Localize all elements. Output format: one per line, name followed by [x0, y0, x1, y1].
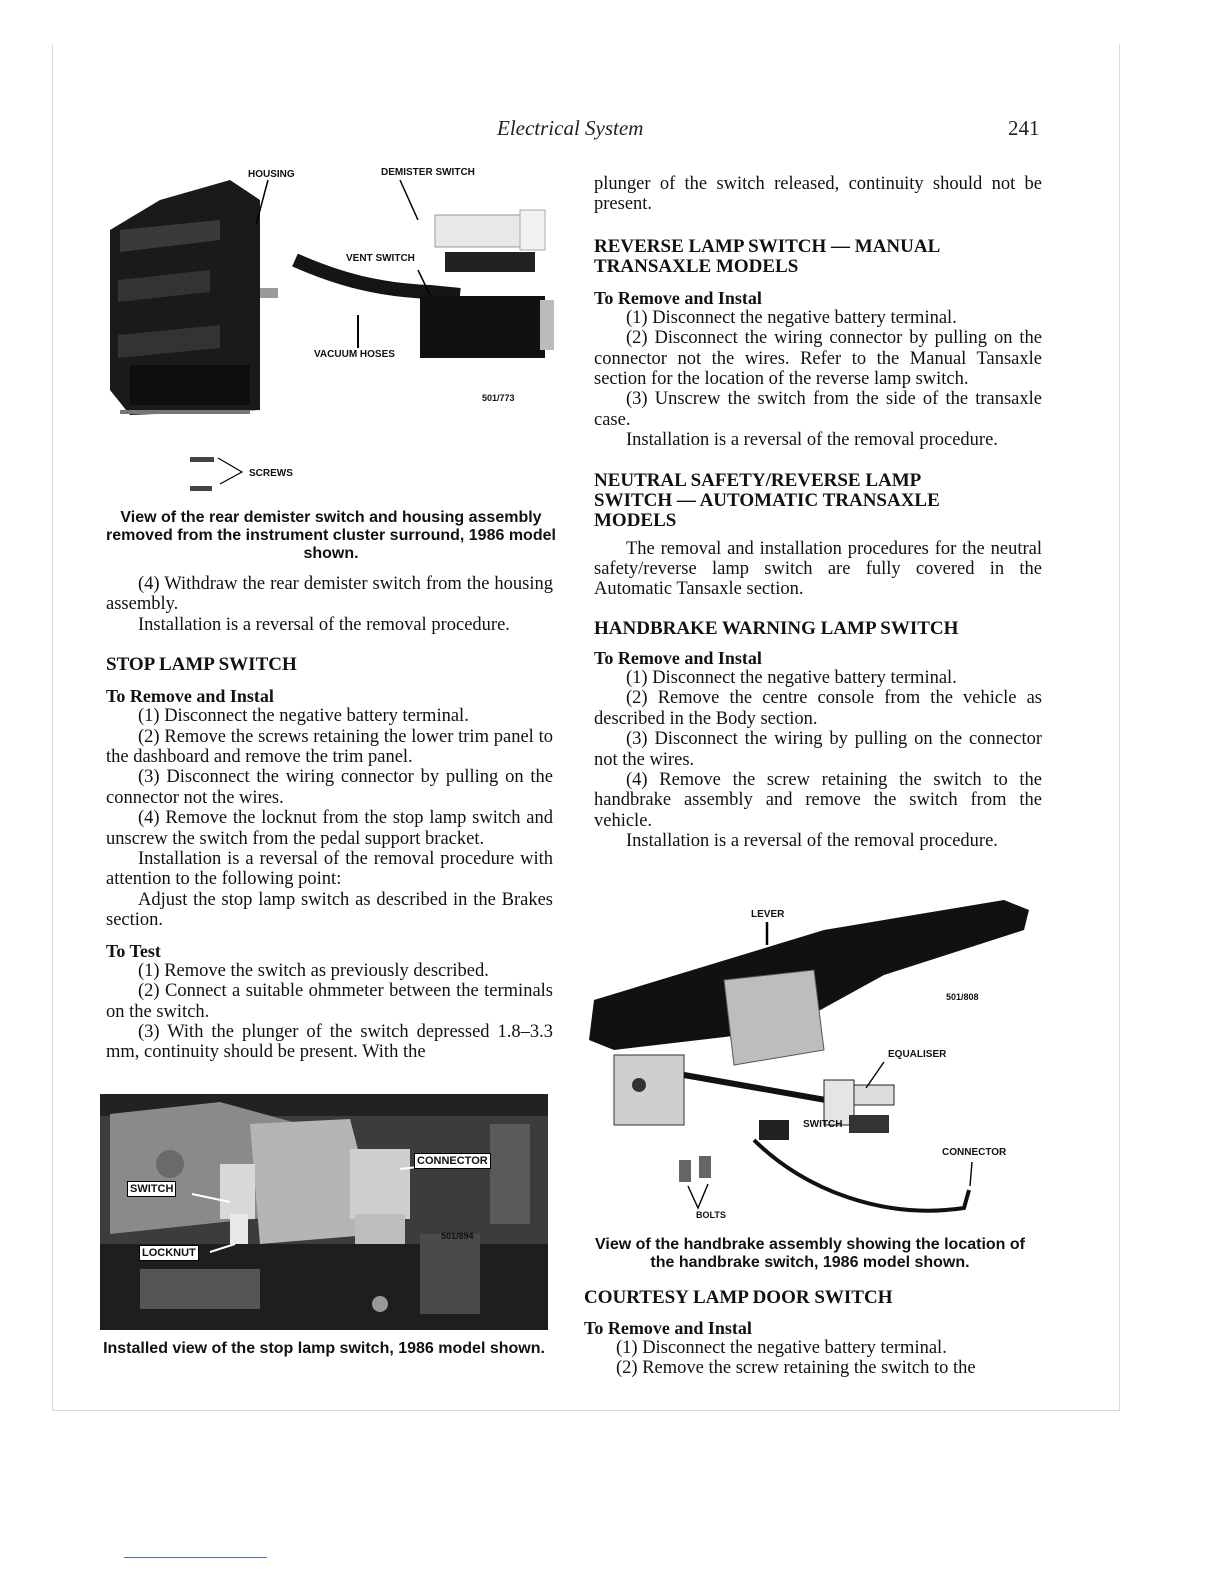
paragraph: (3) Disconnect the wiring by pulling on the connector not the wires. [594, 729, 1042, 770]
paragraph: (1) Disconnect the negative battery terminal. [616, 1338, 947, 1358]
label-switch: SWITCH [127, 1181, 176, 1197]
paragraph: (2) Connect a suitable ohmmeter between the terminals on the switch. [106, 981, 553, 1022]
viewer-divider-line [124, 1557, 267, 1558]
subheading-remove-instal: To Remove and Instal [594, 647, 762, 668]
paragraph: (4) Remove the locknut from the stop lamp switch and unscrew the switch from the pedal support bracket. [106, 808, 553, 849]
paragraph: The removal and installation procedures for the neutral safety/reverse lamp switch are fully covered in the Automatic Tansaxle section. [594, 538, 1042, 600]
section-heading-stop-lamp: STOP LAMP SWITCH [106, 654, 297, 676]
paragraph: (1) Disconnect the negative battery terminal. [626, 667, 957, 688]
figure-stop-lamp-photo [100, 1094, 548, 1330]
label-screws: SCREWS [249, 468, 293, 479]
label-housing: HOUSING [248, 169, 295, 180]
label-figure2-ref: 501/894 [441, 1231, 474, 1241]
figure2-caption: Installed view of the stop lamp switch, 1986 model shown. [103, 1340, 545, 1357]
label-connector: CONNECTOR [942, 1147, 1007, 1158]
left-column-upper [106, 574, 553, 1063]
running-title: Electrical System [497, 116, 644, 140]
section-heading-neutral-safety: NEUTRAL SAFETY/REVERSE LAMP SWITCH — AUTOMATIC TRANSAXLE MODELS [594, 469, 940, 531]
paragraph: (1) Disconnect the negative battery terminal. [626, 307, 957, 328]
section-heading-reverse-manual: REVERSE LAMP SWITCH — MANUAL TRANSAXLE MODELS [594, 235, 940, 277]
vent-switch-illustration [420, 252, 554, 358]
paragraph: (3) Disconnect the wiring connector by pulling on the connector not the wires. [106, 767, 553, 808]
subheading-remove-instal: To Remove and Instal [584, 1318, 752, 1338]
subheading-to-test: To Test [106, 940, 161, 961]
paragraph: (3) Unscrew the switch from the side of the transaxle case. [594, 389, 1042, 430]
paragraph: Installation is a reversal of the removal procedure. [138, 614, 510, 635]
paragraph: Adjust the stop lamp switch as described in the Brakes section. [106, 889, 553, 931]
label-figure1-ref: 501/773 [482, 393, 515, 403]
paragraph: (1) Disconnect the negative battery terminal. [138, 706, 469, 727]
paragraph: (3) With the plunger of the switch depressed 1.8–3.3 mm, continuity should be present. With the [106, 1021, 553, 1063]
section-heading-handbrake: HANDBRAKE WARNING LAMP SWITCH [594, 617, 959, 639]
figure3-caption: View of the handbrake assembly showing the location of the handbrake switch, 1986 model shown. [594, 1236, 1025, 1271]
paragraph: (2) Remove the screws retaining the lower trim panel to the dashboard and remove the trim panel. [106, 726, 553, 768]
screws-illustration [190, 457, 242, 491]
paragraph: plunger of the switch released, continuity should not be present. [594, 174, 1042, 215]
paragraph: (2) Remove the screw retaining the switch to the [616, 1358, 976, 1379]
right-column-upper [594, 174, 1042, 852]
housing-illustration [110, 180, 278, 415]
paragraph: (2) Remove the centre console from the vehicle as described in the Body section. [594, 688, 1042, 729]
section-heading-courtesy-lamp: COURTESY LAMP DOOR SWITCH [584, 1287, 893, 1308]
paragraph: Installation is a reversal of the removal procedure with attention to the following point: [106, 849, 553, 890]
figure-demister-housing [100, 160, 570, 500]
label-bolts: BOLTS [696, 1210, 726, 1220]
paragraph: (4) Remove the screw retaining the switch to the handbrake assembly and remove the switch from the vehicle. [594, 769, 1042, 831]
label-vent-switch: VENT SWITCH [346, 253, 415, 264]
subheading-remove-instal: To Remove and Instal [106, 686, 274, 707]
label-figure3-ref: 501/808 [946, 992, 979, 1002]
demister-switch-illustration [435, 210, 545, 250]
page-number: 241 [1008, 116, 1040, 140]
bolts-illustration [679, 1156, 711, 1208]
label-lever: LEVER [751, 909, 785, 920]
right-column-lower [584, 1288, 1034, 1379]
label-locknut: LOCKNUT [139, 1245, 199, 1261]
figure1-caption: View of the rear demister switch and housing assembly removed from the instrument cluster surround, 1986 model shown. [106, 509, 556, 562]
label-switch: SWITCH [803, 1119, 843, 1130]
paragraph: Installation is a reversal of the removal procedure. [626, 831, 998, 852]
vacuum-hose-illustration [295, 260, 460, 295]
figure-handbrake-assembly [584, 890, 1034, 1230]
paragraph: (1) Remove the switch as previously described. [138, 960, 489, 981]
label-vacuum-hoses: VACUUM HOSES [314, 349, 395, 360]
paragraph: (4) Withdraw the rear demister switch from the housing assembly. [106, 574, 553, 615]
label-connector: CONNECTOR [414, 1153, 491, 1169]
label-equaliser: EQUALISER [888, 1049, 947, 1060]
wire-illustration [754, 1140, 969, 1211]
paragraph: Installation is a reversal of the removal procedure. [626, 430, 998, 451]
subheading-remove-instal: To Remove and Instal [594, 287, 762, 308]
paragraph: (2) Disconnect the wiring connector by pulling on the connector not the wires. Refer to the Manual Tansaxle section for the location of the reverse lamp switch. [594, 328, 1042, 390]
label-demister-switch: DEMISTER SWITCH [381, 167, 475, 178]
